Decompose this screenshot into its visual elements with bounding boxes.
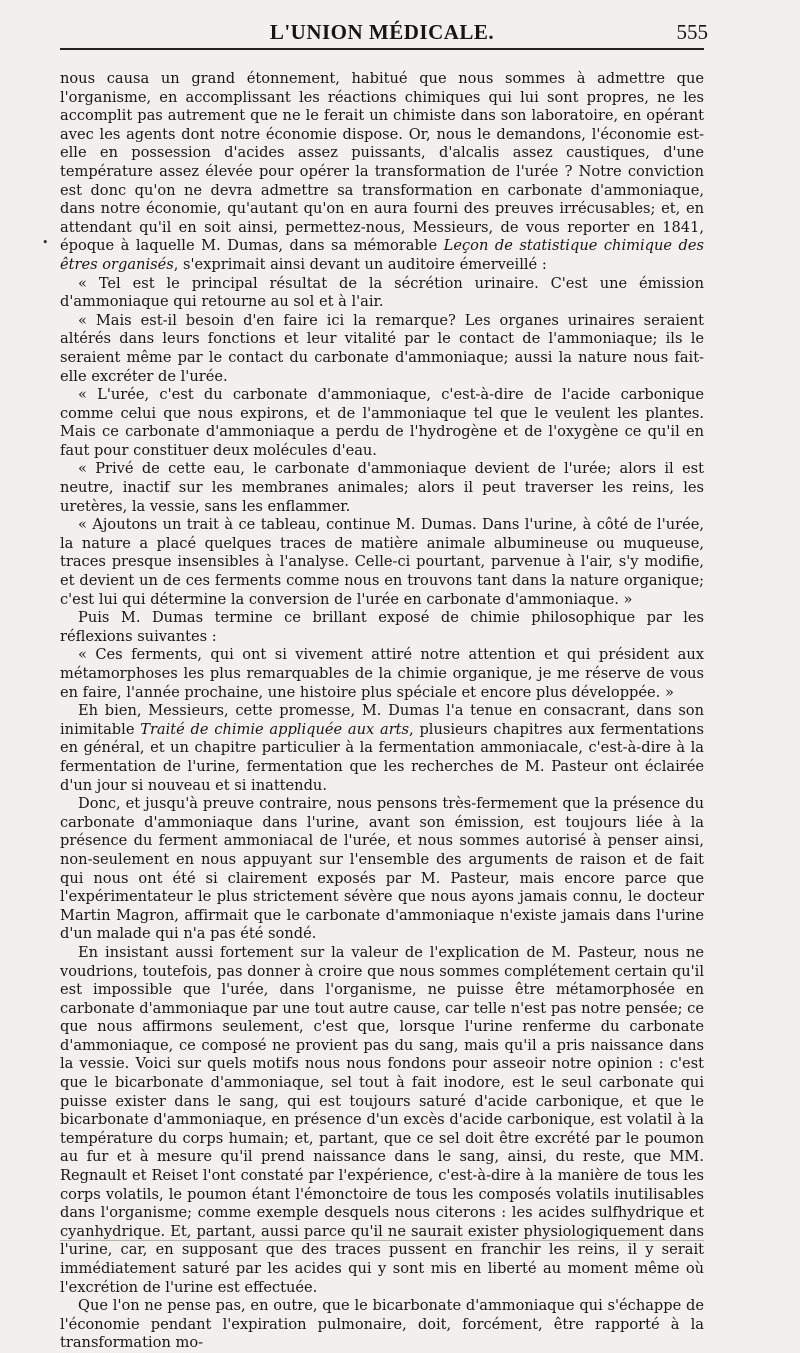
paragraph-text: « Ajoutons un trait à ce tableau, continue M. Dumas. Dans l'urine, à côté de l'urée, la nature a placé quelques traces de matière animale albumineuse ou muqueuse, traces presque insensibles à l'analyse. Celle-ci pourtant, parvenue à l'air, s'y modifie, et devient un de ces ferments comme nous en trouvons tant dans la nature organique; c'est lui qui détermine la conversion de l'urée en carbonate d'ammoniaque. » [60, 516, 704, 608]
paragraph-text: Donc, et jusqu'à preuve contraire, nous pensons très-fermement que la présence du carbonate d'ammoniaque dans l'urine, avant son émission, est toujours liée à la présence du ferment ammoniacal de l'urée, et nous sommes autorisé à penser ainsi, non-seulement en nous appuyant sur l'ensemble des arguments de raison et de fait qui nous ont été si clairement exposés par M. Pasteur, mais encore parce que l'expérimentateur le plus strictement sévère que nous ayons jamais connu, le docteur Martin Magron, affirmait que le carbonate d'ammoniaque n'existe jamais dans l'urine d'un malade qui n'a pas été sondé. [60, 795, 704, 943]
paragraph [60, 70, 704, 275]
paragraph [60, 1297, 704, 1353]
bottom-rule [60, 1240, 704, 1241]
paragraph-text: « L'urée, c'est du carbonate d'ammoniaque, c'est-à-dire de l'acide carbonique comme celui que nous expirons, et de l'ammoniaque tel que le veulent les plantes. Mais ce carbonate d'ammoniaque a perdu de l'hydrogène et de l'oxygène ce qu'il en faut pour constituer deux molécules d'eau. [60, 386, 704, 459]
paragraph-text: , s'exprimait ainsi devant un auditoire émerveillé : [173, 255, 547, 273]
paragraph [60, 702, 704, 795]
paragraph [60, 386, 704, 460]
paragraph-text: nous causa un grand étonnement, habitué que nous sommes à admettre que l'organisme, en accomplissant les réactions chimiques qui lui sont propres, ne les accomplit pas autrement que ne le ferait un chimiste dans son laboratoire, en opérant avec les agents dont notre économie dispose. Or, nous le demandons, l'économie est-elle en possession d'acides assez puissants, d'alcalis assez caustiques, d'une température assez élevée pour opérer la transformation de l'urée ? Notre conviction est donc qu'on ne devra admettre sa transformation en carbonate d'ammoniaque, dans notre économie, qu'autant qu'on en aura fourni des preuves irrécusables; et, en attendant qu'il en soit ainsi, permettez-nous, Messieurs, de vous reporter en 1841, époque à laquelle M. Dumas, dans sa mémorable [60, 70, 704, 255]
italic-title: Traité de chimie appliquée aux arts [140, 720, 410, 738]
paragraph-text: « Tel est le principal résultat de la sécrétion urinaire. C'est une émission d'ammoniaque qui retourne au sol et à l'air. [60, 274, 704, 311]
paragraph-text: En insistant aussi fortement sur la valeur de l'explication de M. Pasteur, nous ne voudrions, toutefois, pas donner à croire que nous sommes complétement certain qu'il est impossible que l'urée, dans l'organisme, ne puisse être métamorphosée en carbonate d'ammoniaque par une tout autre cause, car telle n'est pas notre pensée; ce que nous affirmons seulement, c'est que, lorsque l'urine renferme du carbonate d'ammoniaque, ce composé ne provient pas du sang, mais qu'il a pris naissance dans la vessie. Voici sur quels motifs nous nous fondons pour asseoir notre opinion : c'est que le bicarbonate d'ammoniaque, sel tout à fait inodore, est le seul carbonate qui puisse exister dans le sang, qui est toujours saturé d'acide carbonique, et que le bicarbonate d'ammoniaque, en présence d'un excès d'acide carbonique, est volatil à la température du corps humain; et, partant, que ce sel doit être excrété par le poumon au fur et à mesure qu'il prend naissance dans le sang, ainsi, du reste, que MM. Regnault et Reiset l'ont constaté par l'expérience, c'est-à-dire à la manière de tous les corps volatils, le poumon étant l'émonctoire de tous les composés volatils inutilisables dans l'organisme; comme exemple desquels nous citerons : les acides sulfhydrique et cyanhydrique. Et, partant, aussi parce qu'il ne saurait exister physiologiquement dans l'urine, car, en supposant que des traces pussent en franchir les reins, il y serait immédiatement saturé par les acides qui y sont mis en liberté au moment même où l'excrétion de l'urine est effectuée. [60, 943, 704, 1296]
paragraph-text: Puis M. Dumas termine ce brillant exposé de chimie philosophique par les réflexions suivantes : [60, 609, 704, 645]
italic-title: Leçon de statistique chimique des êtres organisés [60, 237, 704, 273]
paragraph-text: Que l'on ne pense pas, en outre, que le bicarbonate d'ammoniaque qui s'échappe de l'économie pendant l'expiration pulmonaire, doit, forcément, être rapporté à la transformation mo- [60, 1297, 704, 1352]
paragraph-text: , plusieurs chapitres aux fermentations en général, et un chapitre particulier à la fermentation ammoniacale, c'est-à-dire à la fermentation de l'urine, fermentation que les recherches de M. Pasteur ont éclairée d'un jour si nouveau et si inattendu. [60, 720, 705, 794]
paragraph [60, 516, 704, 609]
paragraph [60, 609, 704, 646]
paragraph-text: « Mais est-il besoin d'en faire ici la remarque? Les organes urinaires seraient altérés dans leurs fonctions et leur vitalité par le contact de l'ammoniaque; ils le seraient même par le contact du carbonate d'ammoniaque; aussi la nature nous fait-elle excréter de l'urée. [60, 311, 704, 385]
running-title: L'UNION MÉDICALE. [269, 20, 495, 44]
paragraph [60, 944, 704, 1297]
margin-mark: • [42, 236, 49, 249]
paragraph [60, 646, 704, 702]
paragraph [60, 275, 704, 312]
paragraph [60, 312, 704, 386]
paragraph [60, 460, 704, 516]
paragraph-text: « Ces ferments, qui ont si vivement attiré notre attention et qui président aux métamorphoses les plus remarquables de la chimie organique, je me réserve de vous en faire, l'année prochaine, une histoire plus spéciale et encore plus développée. » [60, 646, 704, 701]
page-number: 555 [676, 20, 708, 44]
paragraph [60, 795, 704, 944]
article-body [60, 70, 704, 1353]
paragraph-text: « Privé de cette eau, le carbonate d'ammoniaque devient de l'urée; alors il est neutre, inactif sur les membranes animales; alors il peut traverser les reins, les uretères, la vessie, sans les enflammer. [60, 460, 704, 515]
page-header [60, 18, 708, 50]
paragraph-text: Eh bien, Messieurs, cette promesse, M. Dumas l'a tenue en consacrant, dans son inimitable [60, 702, 704, 738]
